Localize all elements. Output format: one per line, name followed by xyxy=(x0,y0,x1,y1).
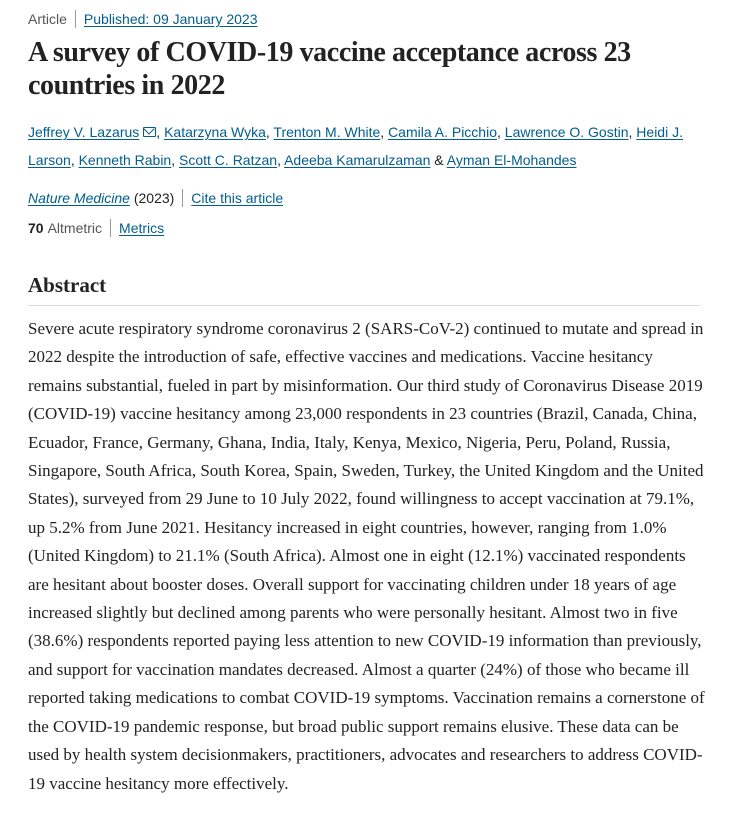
section-divider xyxy=(28,305,700,306)
metrics-divider xyxy=(110,219,111,237)
author-separator: , xyxy=(628,124,637,140)
author-link[interactable]: Camila A. Picchio xyxy=(388,124,497,140)
journal-divider xyxy=(182,189,183,207)
author-separator: , xyxy=(497,124,505,140)
article-type: Article xyxy=(28,11,67,27)
author-link[interactable]: Heidi J. Larson xyxy=(28,124,683,168)
author-link[interactable]: Lawrence O. Gostin xyxy=(504,124,629,140)
author-list xyxy=(28,118,708,174)
author-final-separator: & xyxy=(430,152,447,168)
author-separator: , xyxy=(171,152,180,168)
author-link[interactable]: Ayman El-Mohandes xyxy=(446,152,577,168)
meta-divider xyxy=(75,10,76,28)
journal-year: (2023) xyxy=(133,190,175,206)
author-link[interactable]: Jeffrey V. Lazarus xyxy=(28,124,140,140)
author-separator: , xyxy=(156,124,165,140)
journal-link[interactable]: Nature Medicine xyxy=(28,190,130,206)
author-link[interactable]: Katarzyna Wyka xyxy=(164,124,266,140)
author-separator: , xyxy=(380,124,389,140)
article-meta xyxy=(28,10,257,28)
published-date-link[interactable]: Published: 09 January 2023 xyxy=(83,11,258,27)
mail-icon[interactable] xyxy=(143,127,156,137)
article-title: A survey of COVID-19 vaccine acceptance across 23 countries in 2022 xyxy=(28,37,631,101)
journal-info xyxy=(28,189,283,207)
metrics-link[interactable]: Metrics xyxy=(119,220,165,236)
metrics-info xyxy=(28,219,164,237)
abstract-text: Severe acute respiratory syndrome coronavirus 2 (SARS-CoV-2) continued to mutate and spread in 2022 despite the introduction of safe, effective vaccines and medications. Vaccine hesitancy remains substantial, fueled in part by misinformation. Our third study of Coronavirus Disease 2019 (COVID-19) vaccine hesitancy among 23,000 respondents in 23 countries (Brazil, Canada, China, Ecuador, France, Germany, Ghana, India, Italy, Kenya, Mexico, Nigeria, Peru, Poland, Russia, Singapore, South Africa, South Korea, Spain, Sweden, Turkey, the United Kingdom and the United States), surveyed from 29 June to 10 July 2022, found willingness to accept vaccination at 79.1%, up 5.2% from June 2021. Hesitancy increased in eight countries, however, ranging from 1.0% (United Kingdom) to 21.1% (South Africa). Almost one in eight (12.1%) vaccinated respondents are hesitant about booster doses. Overall support for vaccinating children under 18 years of age increased slightly but declined among parents who were personally hesitant. Almost two in five (38.6%) respondents reported paying less attention to new COVID-19 information than previously, and support for vaccination mandates decreased. Almost a quarter (24%) of those who became ill reported taking medications to combat COVID-19 symptoms. Vaccination remains a cornerstone of the COVID-19 pandemic response, but broad public support remains elusive. These data can be used by health system decisionmakers, practitioners, advocates and researchers to address COVID-19 vaccine hesitancy more effectively. xyxy=(28,319,705,793)
altmetric-score: 70 xyxy=(28,220,44,236)
author-separator: , xyxy=(70,152,79,168)
author-link[interactable]: Adeeba Kamarulzaman xyxy=(284,152,431,168)
author-separator: , xyxy=(277,152,285,168)
author-link[interactable]: Kenneth Rabin xyxy=(78,152,172,168)
author-link[interactable]: Trenton M. White xyxy=(273,124,381,140)
author-separator: , xyxy=(265,124,274,140)
cite-article-link[interactable]: Cite this article xyxy=(191,190,284,206)
author-link[interactable]: Scott C. Ratzan xyxy=(179,152,278,168)
altmetric-label: Altmetric xyxy=(47,220,103,236)
abstract-heading: Abstract xyxy=(28,273,107,297)
